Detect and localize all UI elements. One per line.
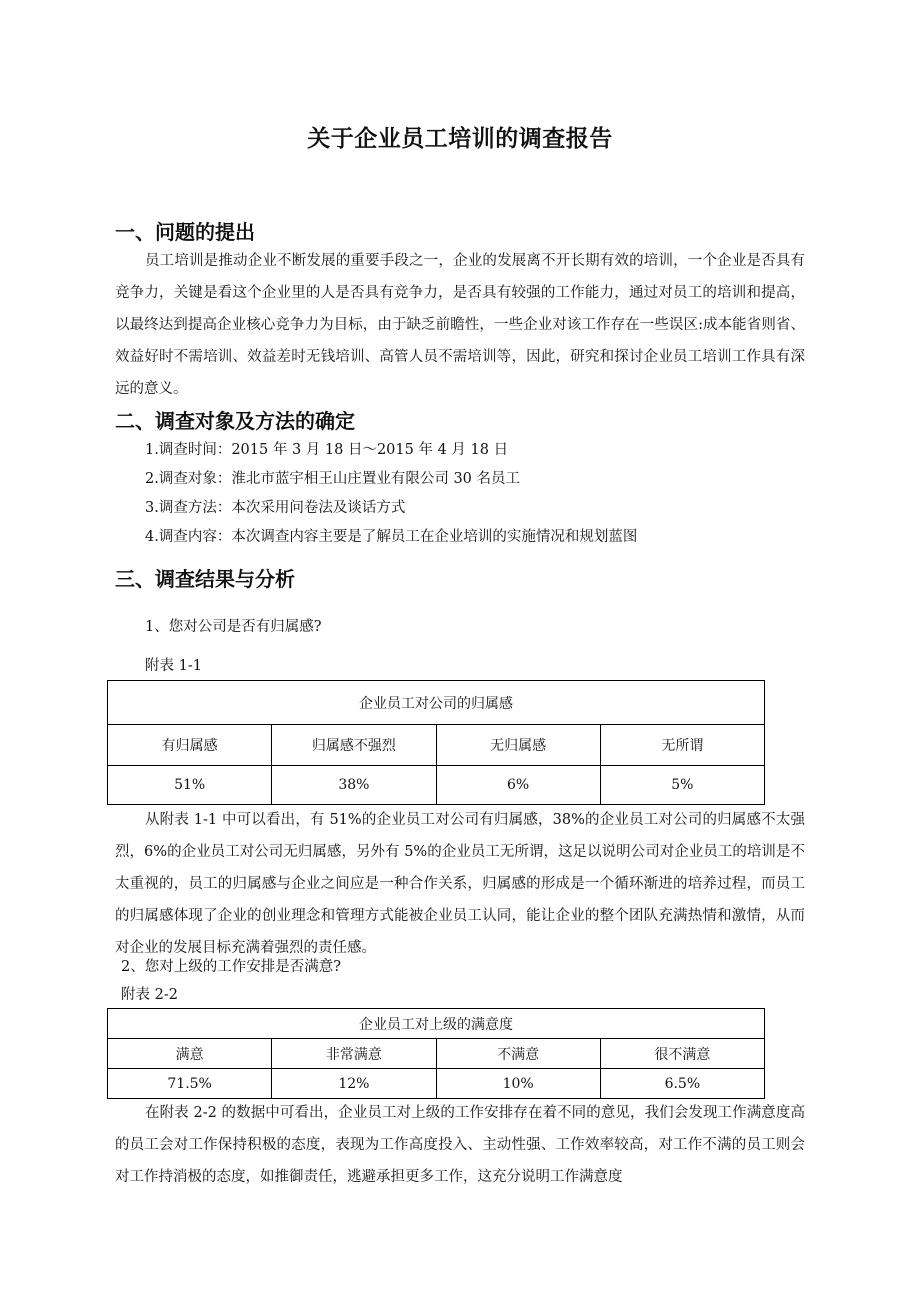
section-1-paragraph: 员工培训是推动企业不断发展的重要手段之一，企业的发展离不开长期有效的培训，一个企业是否具有竞争力，关键是看这个企业里的人是否具有竞争力，是否具有较强的工作能力，通过对员工的培训和提高，以最终达到提高企业核心竞争力为目标，由于缺乏前瞻性，一些企业对该工作存在一些误区:成本能省则省、效益好时不需培训、效益差时无钱培训、高管人员不需培训等，因此，研究和探讨企业员工培训工作具有深远的意义。 <box>115 253 805 397</box>
table-value: 10% <box>436 1069 600 1099</box>
table-column-label: 无归属感 <box>436 725 600 766</box>
table-column-label: 满意 <box>108 1039 272 1069</box>
table-column-label: 归属感不强烈 <box>272 725 436 766</box>
table-header: 企业员工对上级的满意度 <box>108 1009 765 1039</box>
table-value: 6.5% <box>600 1069 764 1099</box>
table-value: 6% <box>436 766 600 805</box>
table-value: 12% <box>272 1069 436 1099</box>
survey-content: 4.调查内容：本次调查内容主要是了解员工在企业培训的实施情况和规划蓝图 <box>145 529 638 545</box>
table-column-label: 非常满意 <box>272 1039 436 1069</box>
table-value: 51% <box>108 766 272 805</box>
table-1-caption: 附表 1-1 <box>145 658 202 674</box>
survey-method: 3.调查方法：本次采用问卷法及谈话方式 <box>145 500 406 516</box>
analysis-2-paragraph: 在附表 2-2 的数据中可看出，企业员工对上级的工作安排存在着不同的意见，我们会发现工作满意度高的员工会对工作保持积极的态度，表现为工作高度投入、主动性强、工作效率较高，对工作不满的员工则会对工作持消极的态度，如推御责任，逃避承担更多工作，这充分说明工作满意度 <box>115 1105 805 1185</box>
section-heading-2: 二、调查对象及方法的确定 <box>115 409 355 433</box>
table-header: 企业员工对公司的归属感 <box>108 681 765 725</box>
table-column-label: 有归属感 <box>108 725 272 766</box>
analysis-1-paragraph: 从附表 1-1 中可以看出，有 51%的企业员工对公司有归属感，38%的企业员工对公司的归属感不太强烈，6%的企业员工对公司无归属感，另外有 5%的企业员工无所谓，这足以说明公司对企业员工的培训是不太重视的，员工的归属感与企业之间应是一种合作关系，归属感的形成是一个循环渐进的培养过程，而员工的归属感体现了企业的创业理念和管理方式能被企业员工认同，能让企业的整个团队充满热情和激情，从而对企业的发展目标充满着强烈的责任感。 <box>115 812 805 956</box>
section-heading-1: 一、问题的提出 <box>115 220 255 244</box>
table-column-label: 不满意 <box>436 1039 600 1069</box>
section-heading-3: 三、调查结果与分析 <box>115 567 295 591</box>
question-2: 2、您对上级的工作安排是否满意? <box>121 959 341 975</box>
satisfaction-table <box>107 1008 765 1099</box>
table-column-label: 很不满意 <box>600 1039 764 1069</box>
table-value: 5% <box>600 766 764 805</box>
page-title: 关于企业员工培训的调查报告 <box>307 126 613 152</box>
table-column-label: 无所谓 <box>600 725 764 766</box>
survey-time: 1.调查时间：2015 年 3 月 18 日～2015 年 4 月 18 日 <box>145 442 509 458</box>
question-1: 1、您对公司是否有归属感? <box>145 619 322 635</box>
survey-subject: 2.调查对象：淮北市蓝宇相王山庄置业有限公司 30 名员工 <box>145 471 521 487</box>
table-2-caption: 附表 2-2 <box>121 987 178 1003</box>
belonging-table <box>107 680 765 805</box>
table-value: 71.5% <box>108 1069 272 1099</box>
table-value: 38% <box>272 766 436 805</box>
